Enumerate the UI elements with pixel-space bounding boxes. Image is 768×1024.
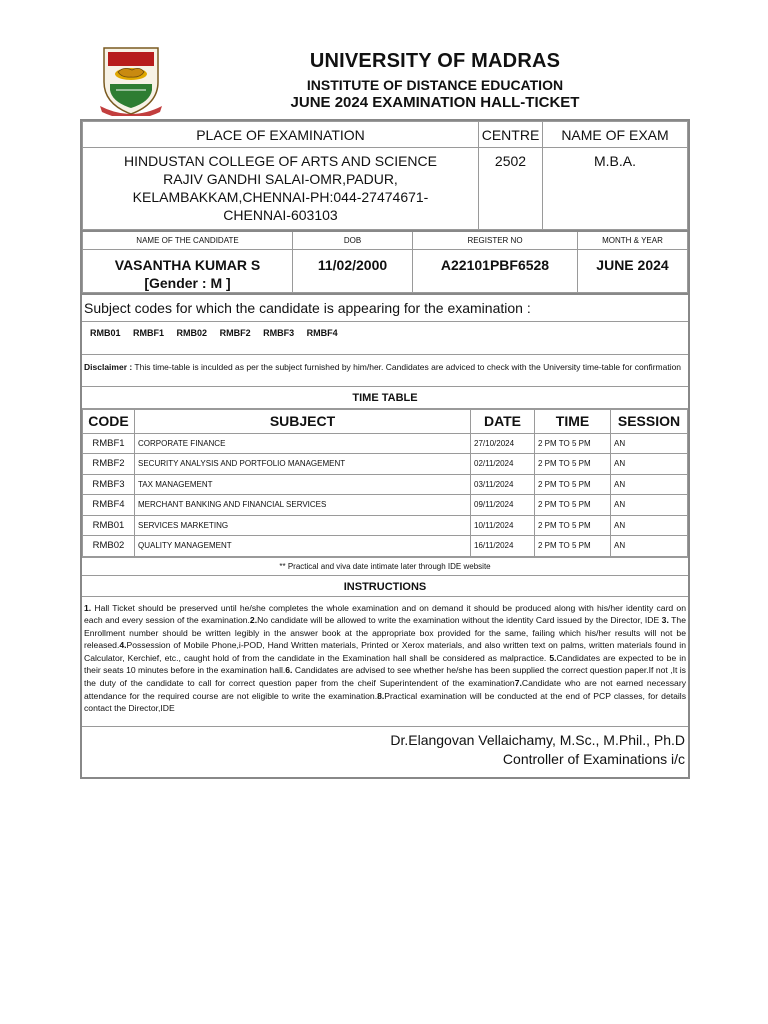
instruction-text: Candidates are expected to be in their seats 10 minutes before in the examination hall. xyxy=(84,652,686,676)
centre-header: CENTRE xyxy=(479,122,543,148)
row-date: 16/11/2024 xyxy=(471,536,535,557)
row-session: AN xyxy=(611,536,688,557)
register-no-value: A22101PBF6528 xyxy=(413,249,578,292)
instruction-text: Practical examination will be conducted at the end of PCP classes, for details contact the Director,IDE xyxy=(84,690,687,714)
timetable xyxy=(82,409,688,557)
row-code: RMBF4 xyxy=(83,495,135,516)
subject-code: RMBF3 xyxy=(263,327,295,338)
signatory-title: Controller of Examinations i/c xyxy=(502,750,685,767)
instruction-number: 3. xyxy=(661,615,669,626)
subject-code: RMB01 xyxy=(90,327,121,338)
candidate-gender: [Gender : M ] xyxy=(144,274,231,291)
row-time: 2 PM TO 5 PM xyxy=(535,515,611,536)
row-session: AN xyxy=(611,454,688,475)
document-header xyxy=(80,40,690,118)
disclaimer xyxy=(82,355,688,387)
subject-code: RMBF1 xyxy=(133,327,165,338)
exam-name-value: M.B.A. xyxy=(543,148,688,230)
column-header-time: TIME xyxy=(535,409,611,433)
dob-header: DOB xyxy=(293,231,413,249)
instruction-number: 6. xyxy=(285,665,293,676)
row-code: RMBF2 xyxy=(83,454,135,475)
candidate-table xyxy=(82,230,688,293)
row-date: 27/10/2024 xyxy=(471,433,535,454)
column-header-session: SESSION xyxy=(611,409,688,433)
table-row xyxy=(83,433,688,454)
row-session: AN xyxy=(611,495,688,516)
subject-code: RMBF2 xyxy=(219,327,251,338)
place-header: PLACE OF EXAMINATION xyxy=(83,122,479,148)
university-name: UNIVERSITY OF MADRAS xyxy=(309,50,561,72)
instruction-number: 2. xyxy=(249,615,258,626)
row-code: RMBF1 xyxy=(83,433,135,454)
instruction-text: Candidate who are not earned necessary attendance for the required course are not eligible to write the examination. xyxy=(84,678,686,701)
institute-name: INSTITUTE OF DISTANCE EDUCATION xyxy=(306,77,564,93)
instruction-number: 4. xyxy=(119,640,127,651)
column-header-subject: SUBJECT xyxy=(135,409,471,433)
centre-value: 2502 xyxy=(479,148,543,230)
subject-code: RMB02 xyxy=(176,327,208,338)
row-date: 10/11/2024 xyxy=(471,515,535,536)
place-line: CHENNAI-603103 xyxy=(223,207,338,223)
row-time: 2 PM TO 5 PM xyxy=(535,474,611,495)
subject-codes-title: Subject codes for which the candidate is appearing for the examination : xyxy=(82,293,688,321)
instruction-text: Hall Ticket should be preserved until he/she completes the whole examination and on demand it should be produced along with his/her identity card on each and every session of the examination. xyxy=(84,602,686,626)
row-subject: SECURITY ANALYSIS AND PORTFOLIO MANAGEMENT xyxy=(135,454,471,475)
row-session: AN xyxy=(611,433,688,454)
instructions-title: INSTRUCTIONS xyxy=(82,575,688,597)
row-code: RMB01 xyxy=(83,515,135,536)
instruction-number: 8. xyxy=(377,690,385,701)
signature-block xyxy=(82,727,688,777)
table-row xyxy=(83,515,688,536)
row-subject: MERCHANT BANKING AND FINANCIAL SERVICES xyxy=(135,495,471,516)
candidate-name-value: VASANTHA KUMAR S xyxy=(114,256,261,273)
subject-code: RMBF4 xyxy=(306,327,338,338)
row-session: AN xyxy=(611,515,688,536)
row-date: 09/11/2024 xyxy=(471,495,535,516)
hall-ticket-sheet xyxy=(80,119,690,779)
row-subject: SERVICES MARKETING xyxy=(135,515,471,536)
register-no-header: REGISTER NO xyxy=(413,231,578,249)
row-time: 2 PM TO 5 PM xyxy=(535,536,611,557)
row-subject: TAX MANAGEMENT xyxy=(135,474,471,495)
exam-title: JUNE 2024 EXAMINATION HALL-TICKET xyxy=(290,94,580,111)
month-year-value: JUNE 2024 xyxy=(578,249,688,292)
timetable-note: ** Practical and viva date intimate later through IDE website xyxy=(82,557,688,575)
row-subject: QUALITY MANAGEMENT xyxy=(135,536,471,557)
exam-name-header: NAME OF EXAM xyxy=(543,122,688,148)
row-subject: CORPORATE FINANCE xyxy=(135,433,471,454)
place-line: HINDUSTAN COLLEGE OF ARTS AND SCIENCE xyxy=(124,153,437,169)
row-code: RMB02 xyxy=(83,536,135,557)
instructions-body xyxy=(82,597,688,727)
dob-value: 11/02/2000 xyxy=(293,249,413,292)
signatory-name: Dr.Elangovan Vellaichamy, M.Sc., M.Phil., Ph.D xyxy=(390,731,685,748)
instruction-text: Candidates are advised to see whether he/she has been supplied the correct question paper.If not ,It is the duty of the candidate to call for correct question paper from the cheif Superintendent of the examination xyxy=(84,665,686,689)
instruction-text: No candidate will be allowed to write the examination without the identity Card issued by the Director, IDE xyxy=(257,615,662,626)
instruction-number: 1. xyxy=(84,602,92,613)
instruction-text: Possession of Mobile Phone,i-POD, Hand Written materials, Printed or Xerox materials, and also written text on palms, written materials found in Calculator, Kerchief, etc., caught hold of from the candidate in the Examination hall shall be considered as malpractice. xyxy=(84,640,686,663)
place-of-examination xyxy=(83,148,479,230)
row-time: 2 PM TO 5 PM xyxy=(535,433,611,454)
disclaimer-label: Disclaimer : xyxy=(84,361,133,372)
candidate-name xyxy=(83,249,293,292)
column-header-date: DATE xyxy=(471,409,535,433)
table-row xyxy=(83,454,688,475)
place-line: RAJIV GANDHI SALAI-OMR,PADUR, xyxy=(163,171,398,187)
instruction-text: The Enrollment number should be written legibly in the answer book at the appropriate box provided for the same, failing which his/her results will not be released. xyxy=(84,615,686,651)
row-time: 2 PM TO 5 PM xyxy=(535,495,611,516)
instruction-number: 7. xyxy=(514,678,522,689)
month-year-header: MONTH & YEAR xyxy=(578,231,688,249)
row-time: 2 PM TO 5 PM xyxy=(535,454,611,475)
column-header-code: CODE xyxy=(83,409,135,433)
row-date: 02/11/2024 xyxy=(471,454,535,475)
candidate-name-header: NAME OF THE CANDIDATE xyxy=(83,231,293,249)
instruction-number: 5. xyxy=(549,652,557,663)
table-row xyxy=(83,536,688,557)
row-code: RMBF3 xyxy=(83,474,135,495)
table-row xyxy=(83,495,688,516)
disclaimer-text: This time-table is inculded as per the subject furnished by him/her. Candidates are adviced to check with the University time-table for confirmation xyxy=(132,361,682,372)
timetable-title: TIME TABLE xyxy=(82,387,688,409)
table-row xyxy=(83,474,688,495)
row-date: 03/11/2024 xyxy=(471,474,535,495)
row-session: AN xyxy=(611,474,688,495)
place-line: KELAMBAKKAM,CHENNAI-PH:044-27474671- xyxy=(132,189,429,205)
exam-info-table xyxy=(82,121,688,230)
subject-codes-list xyxy=(82,321,688,355)
